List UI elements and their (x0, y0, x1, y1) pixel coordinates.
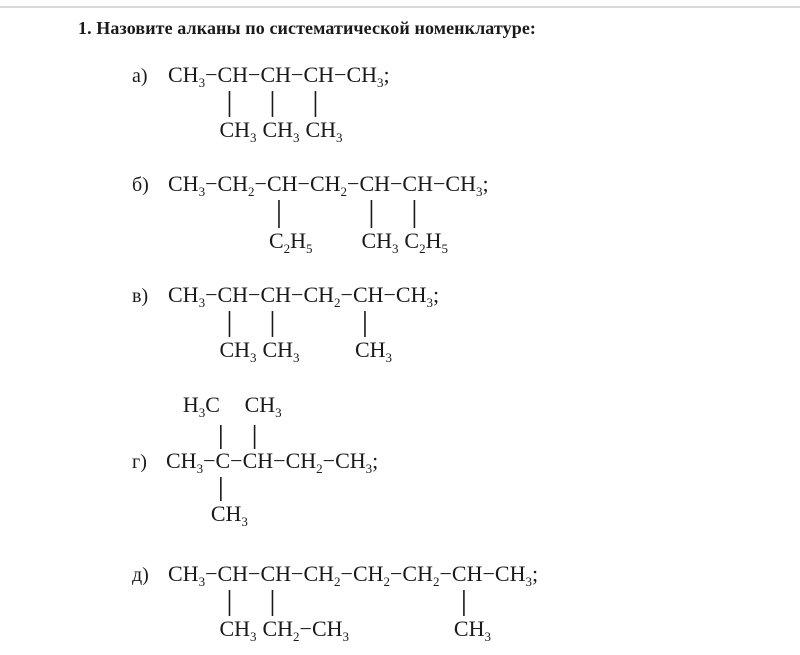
formula-label: а) (132, 65, 148, 87)
main-chain: $CH_3-CH-CH-CH_2-CH_2-CH_2-CH-CH_3$; (168, 561, 539, 589)
substituent: $CH_3$ (453, 616, 491, 644)
substituent: $CH_3$ (354, 337, 392, 365)
task-title: 1. Назовите алканы по систематической номенклатуре: (78, 18, 537, 38)
main-chain: $CH_3-CH-CH-CH_2-CH-CH_3$; (168, 282, 440, 310)
main-chain: $CH_3-CH-CH-CH-CH_3$; (168, 62, 390, 90)
formula-label: в) (132, 285, 149, 307)
substituent: $C_2H_5$ (404, 228, 448, 256)
substituent: $CH_3$ (219, 117, 257, 145)
substituent: $CH_3$ (219, 337, 257, 365)
formula-label: б) (132, 174, 149, 196)
main-chain: $CH_3-C-CH-CH_2-CH_3$; (166, 448, 379, 476)
substituent: $CH_3$ (210, 501, 248, 529)
top-substituent: $H_3C$ (182, 392, 220, 420)
substituent: $CH_3$ (219, 616, 257, 644)
substituent: $CH_2-CH_3$ (262, 616, 350, 644)
substituent: $CH_3$ (262, 117, 300, 145)
formula-label: г) (132, 451, 147, 473)
substituent: $C_2H_5$ (268, 228, 313, 256)
substituent: $CH_3$ (262, 337, 300, 365)
substituent: $CH_3$ (361, 228, 399, 256)
main-chain: $CH_3-CH_2-CH-CH_2-CH-CH-CH_3$; (168, 171, 489, 199)
formula-label: д) (132, 564, 149, 586)
top-substituent: $CH_3$ (244, 392, 282, 420)
substituent: $CH_3$ (305, 117, 343, 145)
